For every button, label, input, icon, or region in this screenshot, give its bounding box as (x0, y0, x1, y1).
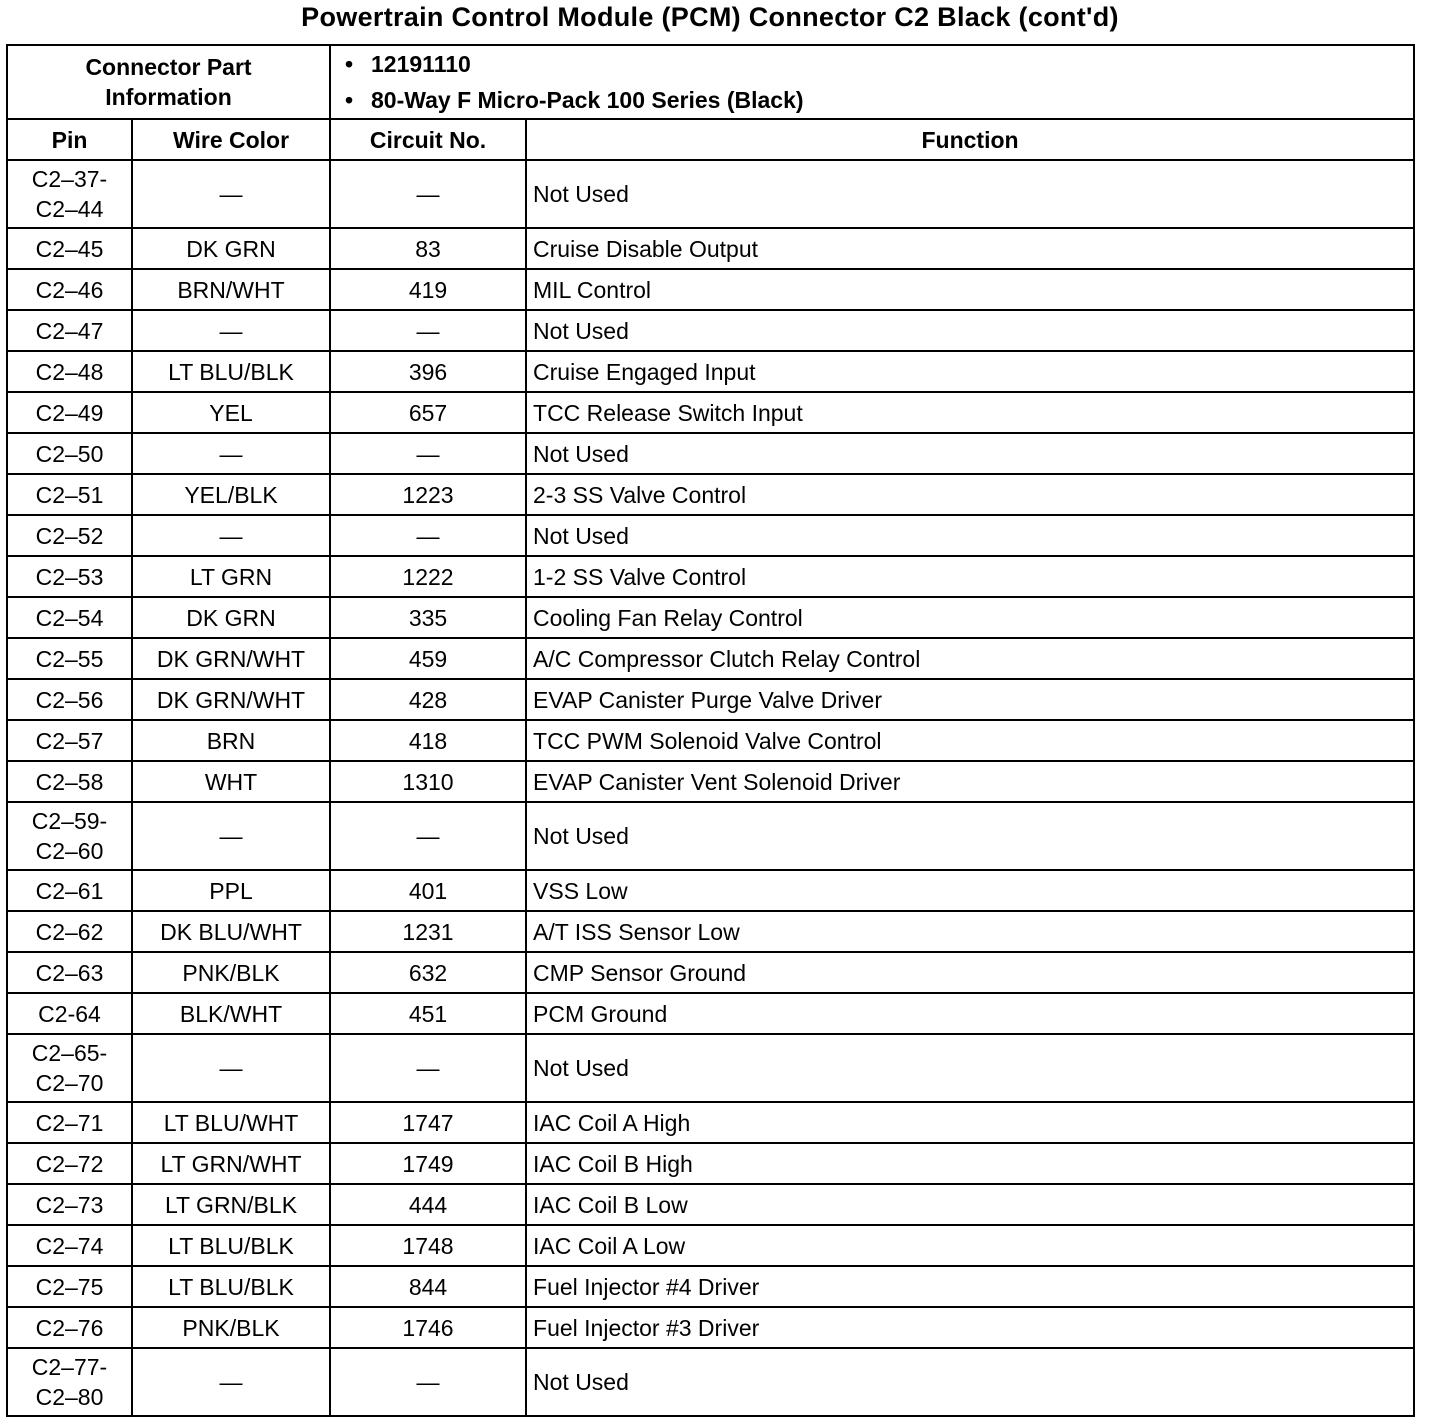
connector-info-label-line1: Connector Part (85, 54, 252, 80)
table-row (7, 761, 1414, 802)
function-cell: EVAP Canister Vent Solenoid Driver (526, 761, 1414, 802)
function-cell: Not Used (526, 515, 1414, 556)
table-row (7, 720, 1414, 761)
function-cell: Fuel Injector #4 Driver (526, 1266, 1414, 1307)
pin-cell (7, 310, 132, 351)
wire-color-cell: — (132, 160, 330, 228)
header-pin: Pin (7, 119, 132, 160)
wire-color-cell: LT GRN/BLK (132, 1184, 330, 1225)
pin-cell (7, 638, 132, 679)
table-row (7, 160, 1414, 228)
pin-label: C2–49 (35, 399, 104, 426)
wire-color-cell: LT BLU/WHT (132, 1102, 330, 1143)
pin-label: C2–62 (35, 918, 104, 945)
table-row (7, 1184, 1414, 1225)
pin-cell (7, 433, 132, 474)
table-row (7, 1034, 1414, 1102)
circuit-cell: 632 (330, 952, 526, 993)
table-row (7, 802, 1414, 870)
table-row (7, 911, 1414, 952)
circuit-cell: — (330, 1348, 526, 1416)
pin-label-end: C2–70 (35, 1070, 104, 1096)
pin-cell (7, 720, 132, 761)
pin-cell (7, 269, 132, 310)
function-cell: Cruise Disable Output (526, 228, 1414, 269)
pin-label: C2–53 (35, 563, 104, 590)
pin-label: C2–74 (35, 1232, 104, 1259)
header-wire-color: Wire Color (132, 119, 330, 160)
pin-cell (7, 993, 132, 1034)
circuit-cell: 83 (330, 228, 526, 269)
pin-label: C2–73 (35, 1191, 104, 1218)
wire-color-cell: LT BLU/BLK (132, 1225, 330, 1266)
wire-color-cell: DK GRN (132, 228, 330, 269)
circuit-cell: 1746 (330, 1307, 526, 1348)
pin-label: C2–50 (35, 440, 104, 467)
function-cell: Fuel Injector #3 Driver (526, 1307, 1414, 1348)
connector-info-items (330, 45, 1414, 119)
function-cell: IAC Coil B High (526, 1143, 1414, 1184)
pin-cell (7, 1348, 132, 1416)
header-circuit-no: Circuit No. (330, 119, 526, 160)
wire-color-cell: YEL (132, 392, 330, 433)
function-cell: A/T ISS Sensor Low (526, 911, 1414, 952)
function-cell: CMP Sensor Ground (526, 952, 1414, 993)
pin-cell (7, 160, 132, 228)
function-cell: Not Used (526, 802, 1414, 870)
pin-label: C2–76 (35, 1314, 104, 1341)
connector-info-label-line2: Information (105, 84, 232, 110)
function-cell: Not Used (526, 160, 1414, 228)
circuit-cell: 444 (330, 1184, 526, 1225)
circuit-cell: — (330, 310, 526, 351)
pin-label: C2–54 (35, 604, 104, 631)
pin-label: C2–71 (35, 1109, 104, 1136)
header-function: Function (526, 119, 1414, 160)
function-cell: TCC Release Switch Input (526, 392, 1414, 433)
header-row (7, 119, 1414, 160)
wire-color-cell: LT GRN/WHT (132, 1143, 330, 1184)
circuit-cell: — (330, 515, 526, 556)
function-cell: Not Used (526, 1034, 1414, 1102)
pin-label: C2–57 (35, 727, 104, 754)
pin-label: C2–63 (35, 959, 104, 986)
circuit-cell: 335 (330, 597, 526, 638)
table-row (7, 433, 1414, 474)
pin-label-end: C2–44 (35, 196, 104, 222)
pin-cell (7, 597, 132, 638)
function-cell: TCC PWM Solenoid Valve Control (526, 720, 1414, 761)
pin-cell (7, 1034, 132, 1102)
pin-label: C2–52 (35, 522, 104, 549)
pin-label: C2–61 (35, 877, 104, 904)
wire-color-cell: — (132, 1348, 330, 1416)
pin-label: C2–58 (35, 768, 104, 795)
wire-color-cell: — (132, 515, 330, 556)
circuit-cell: 418 (330, 720, 526, 761)
circuit-cell: 1749 (330, 1143, 526, 1184)
wire-color-cell: DK GRN/WHT (132, 638, 330, 679)
wire-color-cell: BRN/WHT (132, 269, 330, 310)
pin-label: C2–46 (35, 276, 104, 303)
function-cell: 2-3 SS Valve Control (526, 474, 1414, 515)
table-row (7, 474, 1414, 515)
pin-rows (7, 160, 1414, 1416)
table-row (7, 1143, 1414, 1184)
circuit-cell: 396 (330, 351, 526, 392)
wire-color-cell: — (132, 1034, 330, 1102)
table-row (7, 993, 1414, 1034)
table-row (7, 1348, 1414, 1416)
pin-cell (7, 1266, 132, 1307)
table-row (7, 515, 1414, 556)
table-row (7, 310, 1414, 351)
function-cell: Not Used (526, 1348, 1414, 1416)
wire-color-cell: DK BLU/WHT (132, 911, 330, 952)
wire-color-cell: PPL (132, 870, 330, 911)
wire-color-cell: PNK/BLK (132, 952, 330, 993)
wire-color-cell: BLK/WHT (132, 993, 330, 1034)
circuit-cell: 844 (330, 1266, 526, 1307)
circuit-cell: 1747 (330, 1102, 526, 1143)
circuit-cell: 1222 (330, 556, 526, 597)
pin-cell (7, 556, 132, 597)
wire-color-cell: — (132, 433, 330, 474)
table-row (7, 638, 1414, 679)
circuit-cell: — (330, 802, 526, 870)
circuit-cell: 459 (330, 638, 526, 679)
circuit-cell: 1223 (330, 474, 526, 515)
pin-label: C2–65- (31, 1040, 108, 1066)
pin-cell (7, 870, 132, 911)
circuit-cell: 401 (330, 870, 526, 911)
table-row (7, 269, 1414, 310)
table-row (7, 228, 1414, 269)
page-title: Powertrain Control Module (PCM) Connector C2 Black (cont'd) (301, 2, 1119, 32)
table-row (7, 392, 1414, 433)
circuit-cell: 1310 (330, 761, 526, 802)
pin-cell (7, 228, 132, 269)
pin-label: C2–59- (31, 808, 108, 834)
table-row (7, 952, 1414, 993)
pin-label: C2–56 (35, 686, 104, 713)
pin-cell (7, 1102, 132, 1143)
function-cell: Not Used (526, 433, 1414, 474)
function-cell: VSS Low (526, 870, 1414, 911)
wire-color-cell: YEL/BLK (132, 474, 330, 515)
connector-description: • 80-Way F Micro-Pack 100 Series (Black) (371, 82, 1407, 118)
wire-color-cell: — (132, 310, 330, 351)
pin-cell (7, 802, 132, 870)
pin-label: C2–55 (35, 645, 104, 672)
table-row (7, 597, 1414, 638)
pin-cell (7, 351, 132, 392)
circuit-cell: 451 (330, 993, 526, 1034)
pin-cell (7, 761, 132, 802)
circuit-cell: — (330, 1034, 526, 1102)
circuit-cell: 428 (330, 679, 526, 720)
function-cell: Cruise Engaged Input (526, 351, 1414, 392)
pin-label: C2–47 (35, 317, 104, 344)
pin-label-end: C2–60 (35, 838, 104, 864)
wire-color-cell: LT GRN (132, 556, 330, 597)
pin-cell (7, 679, 132, 720)
function-cell: Cooling Fan Relay Control (526, 597, 1414, 638)
circuit-cell: — (330, 433, 526, 474)
wire-color-cell: BRN (132, 720, 330, 761)
pin-label: C2–48 (35, 358, 104, 385)
function-cell: EVAP Canister Purge Valve Driver (526, 679, 1414, 720)
pin-label: C2–37- (31, 166, 108, 192)
wire-color-cell: — (132, 802, 330, 870)
table-row (7, 1307, 1414, 1348)
pin-label: C2–45 (35, 235, 104, 262)
function-cell: Not Used (526, 310, 1414, 351)
pin-label: C2-64 (38, 1000, 101, 1027)
pin-cell (7, 515, 132, 556)
pin-table (6, 44, 1415, 1417)
table-row (7, 679, 1414, 720)
table-row (7, 1225, 1414, 1266)
connector-info-row (7, 45, 1414, 119)
pin-cell (7, 1225, 132, 1266)
wire-color-cell: LT BLU/BLK (132, 351, 330, 392)
connector-info-label (7, 45, 330, 119)
circuit-cell: 657 (330, 392, 526, 433)
wire-color-cell: DK GRN (132, 597, 330, 638)
pin-label: C2–75 (35, 1273, 104, 1300)
wire-color-cell: WHT (132, 761, 330, 802)
wire-color-cell: LT BLU/BLK (132, 1266, 330, 1307)
wire-color-cell: DK GRN/WHT (132, 679, 330, 720)
connector-part-number: • 12191110 (371, 46, 1407, 82)
circuit-cell: 419 (330, 269, 526, 310)
pin-label-end: C2–80 (35, 1384, 104, 1410)
circuit-cell: — (330, 160, 526, 228)
circuit-cell: 1231 (330, 911, 526, 952)
function-cell: IAC Coil A High (526, 1102, 1414, 1143)
function-cell: MIL Control (526, 269, 1414, 310)
pin-label: C2–72 (35, 1150, 104, 1177)
function-cell: PCM Ground (526, 993, 1414, 1034)
table-row (7, 870, 1414, 911)
table-row (7, 1266, 1414, 1307)
pin-cell (7, 952, 132, 993)
wire-color-cell: PNK/BLK (132, 1307, 330, 1348)
table-row (7, 1102, 1414, 1143)
pin-cell (7, 1184, 132, 1225)
pin-label: C2–51 (35, 481, 104, 508)
circuit-cell: 1748 (330, 1225, 526, 1266)
table-row (7, 351, 1414, 392)
function-cell: A/C Compressor Clutch Relay Control (526, 638, 1414, 679)
function-cell: IAC Coil A Low (526, 1225, 1414, 1266)
pin-cell (7, 392, 132, 433)
pin-cell (7, 1143, 132, 1184)
table-row (7, 556, 1414, 597)
pin-cell (7, 911, 132, 952)
pin-cell (7, 1307, 132, 1348)
pin-label: C2–77- (31, 1354, 108, 1380)
function-cell: IAC Coil B Low (526, 1184, 1414, 1225)
pin-cell (7, 474, 132, 515)
function-cell: 1-2 SS Valve Control (526, 556, 1414, 597)
